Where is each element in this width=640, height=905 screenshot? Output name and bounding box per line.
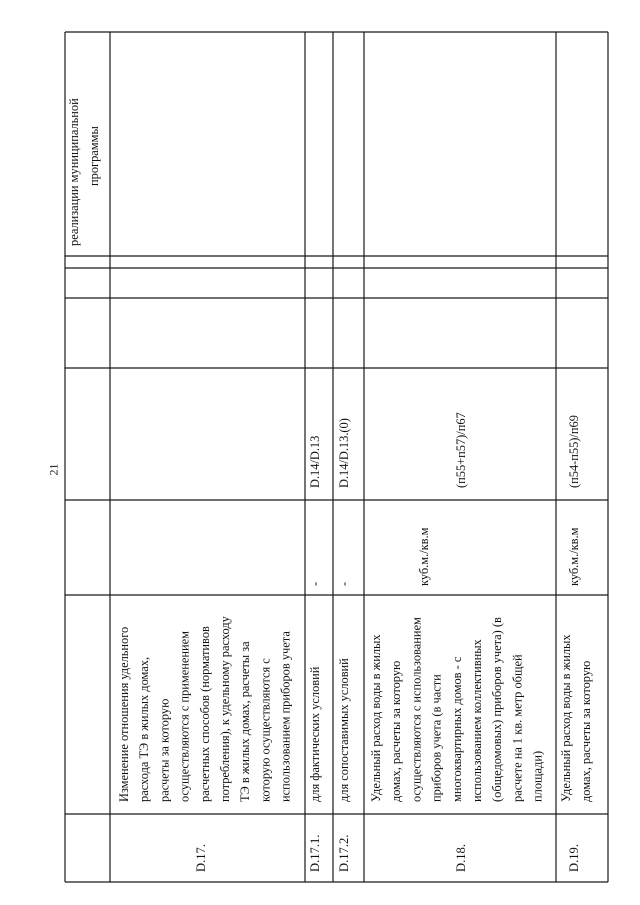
row-name-line: многоквартирных домов - с xyxy=(449,656,464,802)
row-name-line: которую осуществляются с xyxy=(258,658,273,802)
header-program-line: реализации муниципальной xyxy=(67,98,81,246)
row-formula: D.14/D.13 xyxy=(308,435,322,488)
row-name-line: площади) xyxy=(530,750,545,802)
row-name-line: домах, расчеты за которую xyxy=(389,660,404,802)
row-name-line: расчеты за которую xyxy=(157,698,172,802)
row-name-line: ТЭ в жилых домах, расчеты за xyxy=(238,641,253,802)
page-number: 21 xyxy=(46,463,61,476)
row-name-line: осуществляются с использованием xyxy=(409,617,424,802)
table-rows xyxy=(117,412,593,872)
row-name-line: Изменение отношения удельного xyxy=(117,626,131,802)
row-name-line: расчете на 1 кв. метр общей xyxy=(510,654,525,802)
row-code: D.19. xyxy=(567,844,581,872)
row-name-line: (общедомовых) приборов учета) (в xyxy=(490,617,505,802)
header-program-line: программы xyxy=(87,126,101,186)
row-formula: D.14/D.13.(0) xyxy=(337,418,351,488)
row-formula: (п55+п57)/п67 xyxy=(454,412,468,488)
row-unit: куб.м./кв.м xyxy=(417,527,431,586)
row-name-line: использованием коллективных xyxy=(470,639,484,802)
row-name-line: осуществляются с применением xyxy=(177,631,192,802)
row-name-line: использованием приборов учета xyxy=(278,631,293,802)
row-code: D.18. xyxy=(454,844,468,872)
row-name-line: для сопоставимых условий xyxy=(337,658,351,802)
row-name-line: расхода ТЭ в жилых домах, xyxy=(137,656,152,802)
row-name-line: потребления), к удельному расходу xyxy=(218,616,232,802)
row-name-line: расчетных способов (нормативов xyxy=(197,626,212,802)
row-code: D.17.2. xyxy=(337,834,351,872)
row-code: D.17.1. xyxy=(308,834,322,872)
row-name-line: приборов учета (в части xyxy=(429,674,444,802)
row-name-line: Удельный расход воды в жилых xyxy=(369,634,383,802)
row-name-line: для фактических условий xyxy=(308,666,322,802)
row-name-line: Удельный расход воды в жилых xyxy=(559,634,573,802)
row-unit: - xyxy=(308,581,322,586)
row-unit: куб.м./кв.м xyxy=(567,527,581,586)
row-formula: (п54-п55)/п69 xyxy=(567,415,581,488)
row-name-line: домах, расчеты за которую xyxy=(579,660,594,802)
row-unit: - xyxy=(337,581,351,586)
row-code: D.17. xyxy=(194,844,208,872)
